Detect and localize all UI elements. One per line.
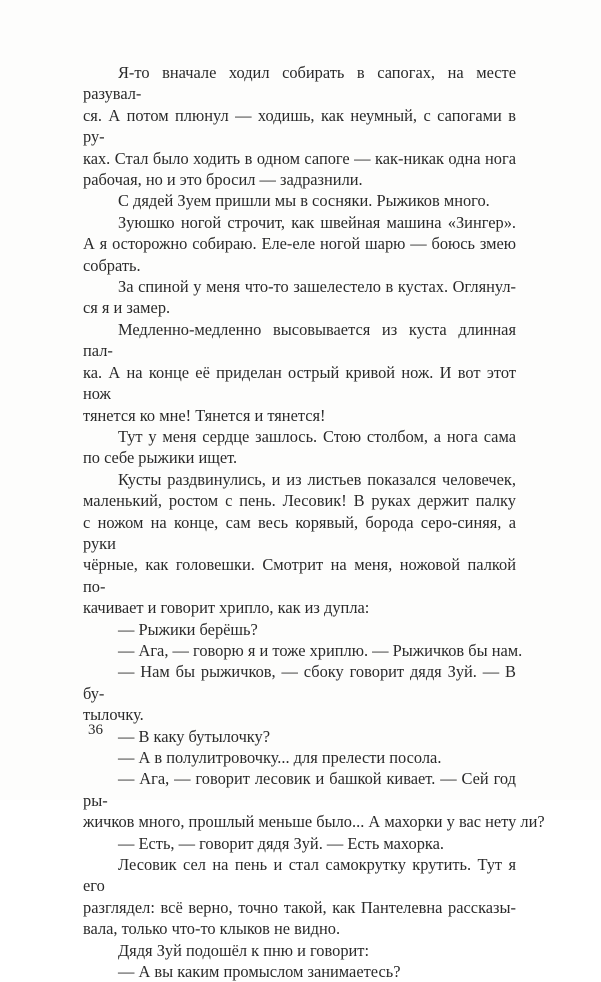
text-line: тылочку. <box>83 705 144 725</box>
text-line: с ножом на конце, сам весь корявый, борода серо-синяя, а руки <box>83 512 516 553</box>
text-line: — Ага, — говорит лесовик и башкой кивает. — Сей год ры- <box>83 769 516 810</box>
paragraph <box>83 319 516 426</box>
text-line: Тут у меня сердце зашлось. Стою столбом, а нога сама <box>118 426 516 446</box>
dialogue-line <box>83 726 516 747</box>
paragraph <box>83 854 516 940</box>
text-line: рабочая, но и это бросил — задразнили. <box>83 170 363 190</box>
text-line: жичков много, прошлый меньше было... А махорки у вас нету ли? <box>83 812 545 832</box>
text-line: по себе рыжики ищет. <box>83 448 238 468</box>
text-line: — Нам бы рыжичков, — сбоку говорит дядя Зуй. — В бу- <box>83 662 516 703</box>
dialogue-line <box>83 619 516 640</box>
text-line: — Есть, — говорит дядя Зуй. — Есть махорка. <box>118 833 444 853</box>
dialogue-line <box>83 661 516 725</box>
paragraph <box>83 276 516 319</box>
body-text <box>83 62 545 982</box>
text-line: Я-то вначале ходил собирать в сапогах, на месте разувал- <box>83 63 516 104</box>
text-line: чёрные, как головешки. Смотрит на меня, ножовой палкой по- <box>83 555 516 596</box>
text-line: собрать. <box>83 255 141 275</box>
text-line: — Ага, — говорю я и тоже хриплю. — Рыжичков бы нам. <box>118 640 523 660</box>
paragraph <box>83 469 516 619</box>
text-line: — А в полулитровочку... для прелести посола. <box>118 748 442 767</box>
paragraph <box>83 426 516 469</box>
text-line: Дядя Зуй подошёл к пню и говорит: <box>118 940 370 960</box>
paragraph <box>83 190 516 211</box>
text-line: За спиной у меня что-то зашелестело в кустах. Оглянул- <box>118 277 516 297</box>
paragraph <box>83 212 516 276</box>
dialogue-line <box>83 747 516 768</box>
text-line: — В каку бутылочку? <box>118 726 271 746</box>
text-line: — Рыжики берёшь? <box>118 619 258 639</box>
text-line: тянется ко мне! Тянется и тянется! <box>83 405 326 425</box>
text-line: маленький, ростом с пень. Лесовик! В руках держит палку <box>83 491 516 511</box>
text-line: Лесовик сел на пень и стал самокрутку крутить. Тут я его <box>83 855 516 896</box>
text-line: вала, только что-то клыков не видно. <box>83 919 341 939</box>
paragraph <box>83 940 516 961</box>
text-line: Кусты раздвинулись, и из листьев показался человечек, <box>118 469 516 489</box>
text-line: Зуюшко ногой строчит, как швейная машина «Зингер». <box>118 212 516 232</box>
dialogue-line <box>83 768 545 832</box>
paragraph <box>83 62 516 190</box>
text-line: А я осторожно собираю. Еле-еле ногой шарю — боюсь змею <box>83 234 516 254</box>
text-line: Медленно-медленно высовывается из куста длинная пал- <box>83 319 516 361</box>
text-line: ках. Стал было ходить в одном сапоге — как-никак одна нога <box>83 148 516 168</box>
dialogue-line <box>83 833 516 854</box>
text-line: качивает и говорит хрипло, как из дупла: <box>83 598 370 618</box>
dialogue-line <box>83 640 523 661</box>
text-line: — А вы каким промыслом занимаетесь? <box>118 962 401 982</box>
text-line: разглядел: всё верно, точно такой, как Пантелевна рассказы- <box>83 897 516 917</box>
text-line: С дядей Зуем пришли мы в сосняки. Рыжиков много. <box>118 191 490 211</box>
text-line: ся я и замер. <box>83 298 171 318</box>
dialogue-line <box>83 961 516 982</box>
text-line: ся. А потом плюнул — ходишь, как неумный, с сапогами в ру- <box>83 105 516 147</box>
text-line: ка. А на конце её приделан острый кривой нож. И вот этот нож <box>83 362 516 404</box>
page-number: 36 <box>88 722 103 738</box>
